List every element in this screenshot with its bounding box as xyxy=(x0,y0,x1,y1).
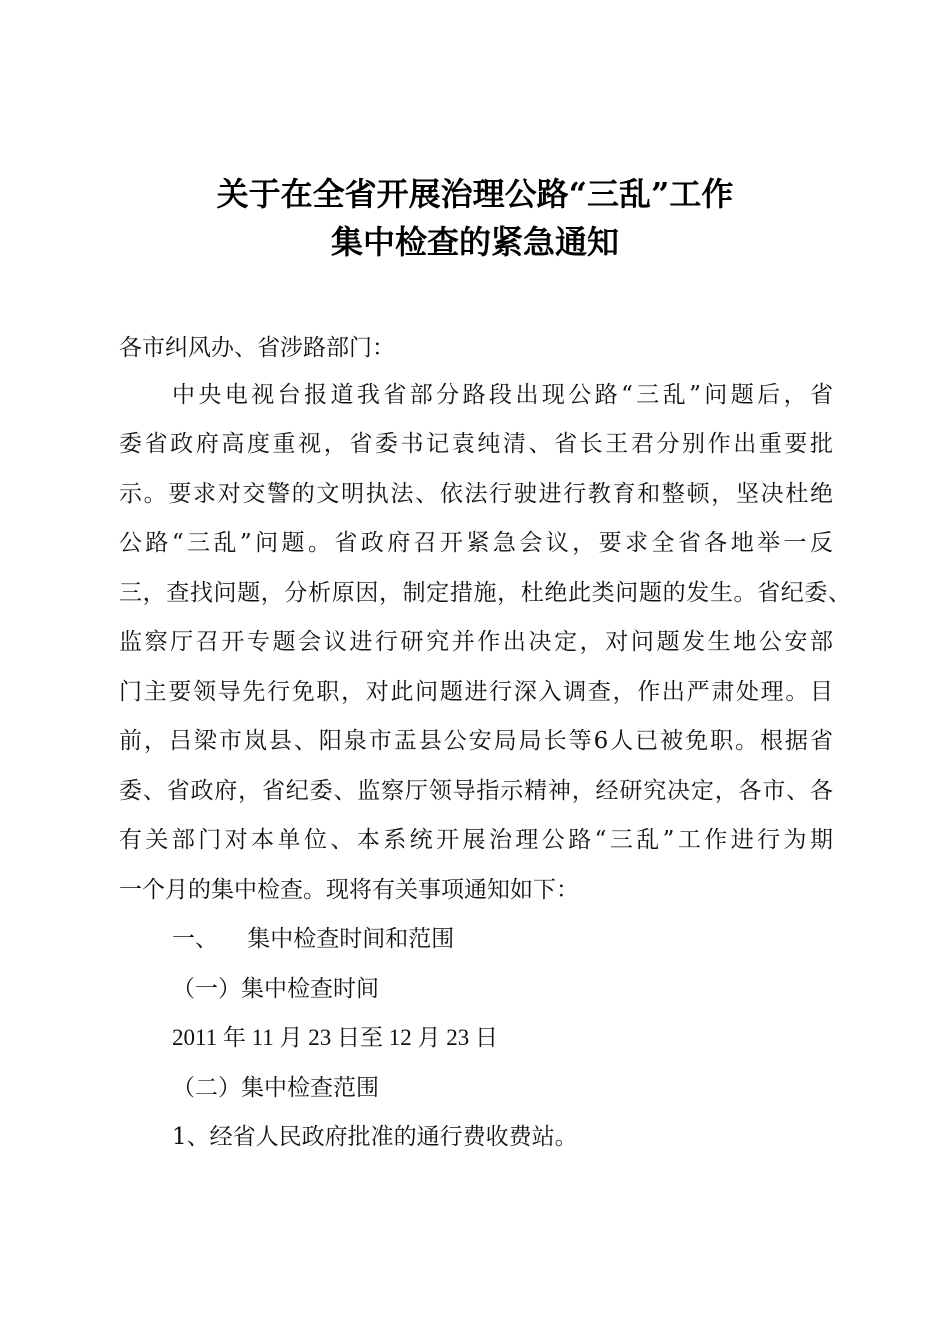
body-line-8: 前，吕梁市岚县、阳泉市盂县公安局局长等6人已被免职。根据省 xyxy=(119,728,833,754)
body-line-11: 一个月的集中检查。现将有关事项通知如下： xyxy=(119,877,579,903)
body-line-4: 公路“三乱”问题。省政府召开紧急会议，要求全省各地举一反 xyxy=(119,530,833,556)
body-line-2: 委省政府高度重视，省委书记袁纯清、省长王君分别作出重要批 xyxy=(119,431,833,457)
body-line-3: 示。要求对交警的文明执法、依法行驶进行教育和整顿，坚决杜绝 xyxy=(119,481,833,507)
body-line-9: 委、省政府，省纪委、监察厅领导指示精神，经研究决定，各市、各 xyxy=(119,778,833,804)
body-line-5: 三，查找问题，分析原因，制定措施，杜绝此类问题的发生。省纪委、 xyxy=(119,580,851,606)
subsection-heading-2: （二）集中检查范围 xyxy=(172,1075,379,1101)
document-title-line-2: 集中检查的紧急通知 xyxy=(330,223,619,261)
salutation: 各市纠风办、省涉路部门： xyxy=(119,335,395,361)
inspection-date-range: 2011 年 11 月 23 日至 12 月 23 日 xyxy=(172,1025,499,1050)
body-line-7: 门主要领导先行免职，对此问题进行深入调查，作出严肃处理。目 xyxy=(119,679,833,705)
body-line-6: 监察厅召开专题会议进行研究并作出决定，对问题发生地公安部 xyxy=(119,629,833,655)
document-title-line-1: 关于在全省开展治理公路“三乱”工作 xyxy=(216,175,734,213)
subsection-heading-1: （一）集中检查时间 xyxy=(172,976,379,1002)
scope-item-1: 1、经省人民政府批准的通行费收费站。 xyxy=(172,1124,578,1150)
section-heading-1: 一、 集中检查时间和范围 xyxy=(172,926,455,952)
body-line-1: 中央电视台报道我省部分路段出现公路“三乱”问题后，省 xyxy=(172,382,833,408)
body-line-10: 有关部门对本单位、本系统开展治理公路“三乱”工作进行为期 xyxy=(119,827,833,853)
